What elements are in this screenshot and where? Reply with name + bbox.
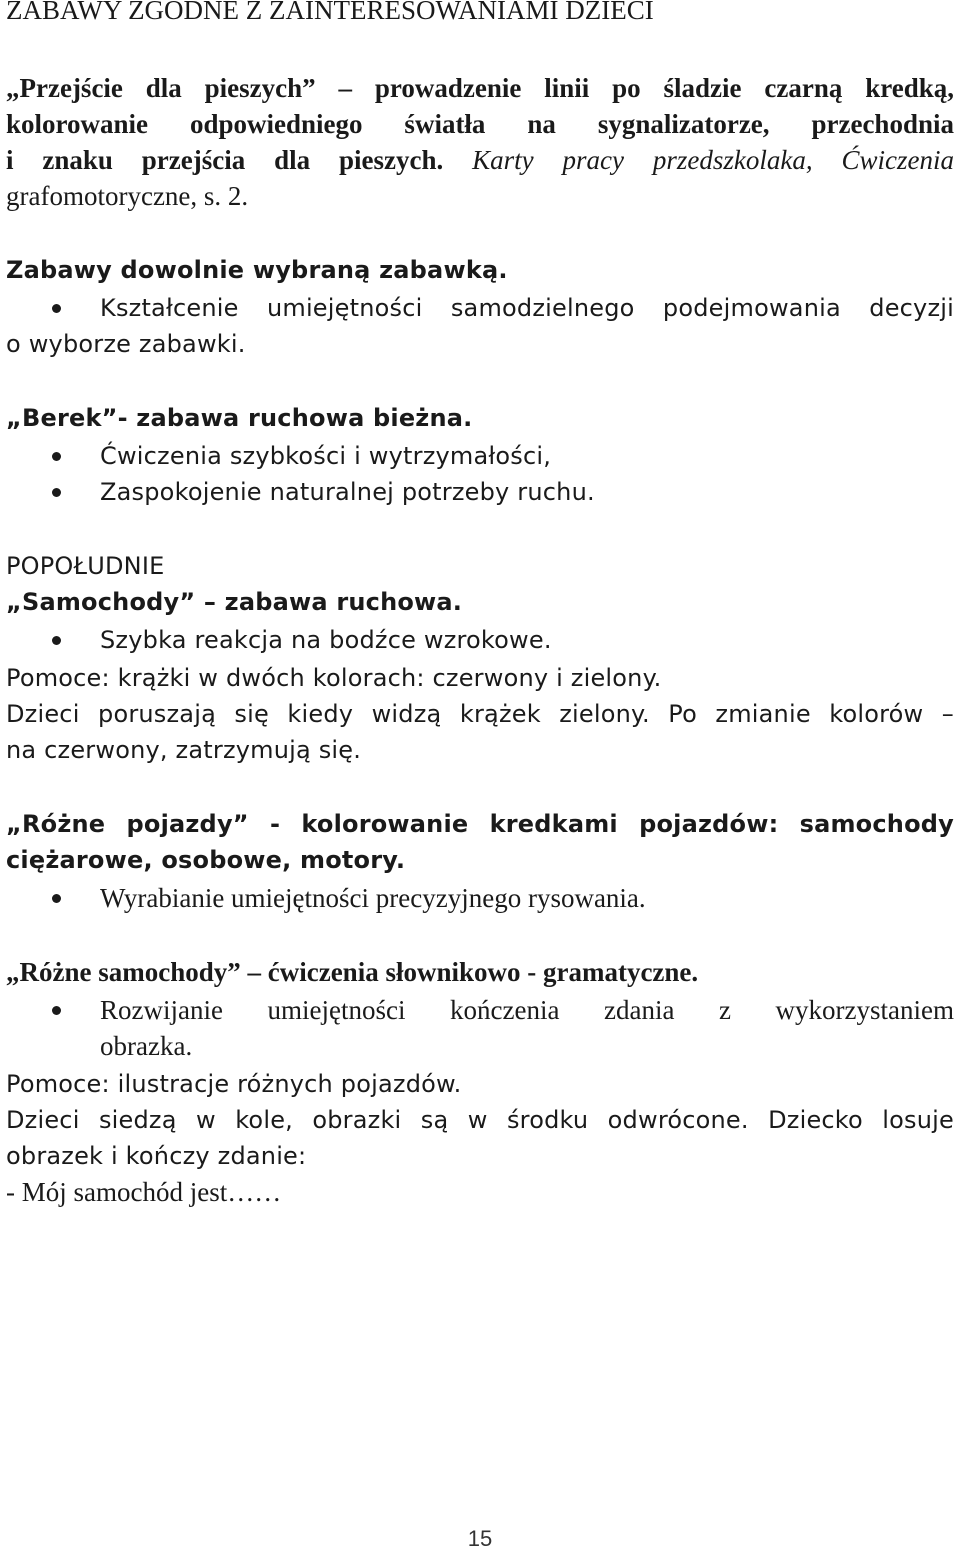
various-cars-aids: Pomoce: ilustracje różnych pojazdów. — [6, 1070, 462, 1098]
activity-crossing-line-2: kolorowanie odpowiedniego światła na sygnalizatorze, przechodnia — [6, 109, 954, 139]
activity-crossing-line-4: grafomotoryczne, s. 2. — [6, 181, 249, 211]
tag-goal-1: Ćwiczenia szybkości i wytrzymałości, — [100, 442, 552, 470]
activity-various-cars-title: „Różne samochody” – ćwiczenia słownikowo - gramatyczne. — [6, 957, 699, 987]
activity-crossing-line-3 — [6, 144, 954, 177]
activity-crossing-line-1: „Przejście dla pieszych” – prowadzenie linii po śladzie czarną kredką, — [6, 73, 954, 103]
free-play-goal-line-1: Kształcenie umiejętności samodzielnego podejmowania decyzji — [100, 294, 954, 322]
cars-description-line-1: Dzieci poruszają się kiedy widzą krążek zielony. Po zmianie kolorów – — [6, 700, 954, 728]
activity-crossing-line-3-bold: i znaku przejścia dla pieszych. — [6, 145, 444, 175]
tag-goal-2: Zaspokojenie naturalnej potrzeby ruchu. — [100, 478, 595, 506]
activity-vehicles-line-2: ciężarowe, osobowe, motory. — [6, 846, 406, 874]
activity-vehicles-line-1: „Różne pojazdy” - kolorowanie kredkami pojazdów: samochody — [6, 810, 954, 838]
activity-tag-title: „Berek”- zabawa ruchowa bieżna. — [6, 404, 473, 432]
cars-aids: Pomoce: krążki w dwóch kolorach: czerwony i zielony. — [6, 664, 662, 692]
activity-crossing-source: Karty pracy przedszkolaka, Ćwiczenia — [443, 145, 954, 175]
cars-description-line-2: na czerwony, zatrzymują się. — [6, 736, 362, 764]
section-afternoon: POPOŁUDNIE — [6, 552, 165, 580]
various-cars-goal-line-2: obrazka. — [100, 1031, 193, 1061]
various-cars-sentence-prompt: - Mój samochód jest…… — [6, 1177, 282, 1207]
various-cars-description-line-1: Dzieci siedzą w kole, obrazki są w środku odwrócone. Dziecko losuje — [6, 1106, 954, 1134]
cars-goal-1: Szybka reakcja na bodźce wzrokowe. — [100, 626, 552, 654]
bullet-icon — [52, 452, 61, 461]
bullet-icon — [52, 1006, 61, 1015]
various-cars-description-line-2: obrazek i kończy zdanie: — [6, 1142, 307, 1170]
page-heading: ZABAWY ZGODNE Z ZAINTERESOWANIAMI DZIECI — [6, 0, 654, 25]
bullet-icon — [52, 894, 61, 903]
activity-free-play-title: Zabawy dowolnie wybraną zabawką. — [6, 256, 508, 284]
bullet-icon — [52, 304, 61, 313]
activity-cars-title: „Samochody” – zabawa ruchowa. — [6, 588, 463, 616]
bullet-icon — [52, 488, 61, 497]
bullet-icon — [52, 636, 61, 645]
various-cars-goal-line-1: Rozwijanie umiejętności kończenia zdania z wykorzystaniem — [100, 995, 954, 1025]
vehicles-goal-1: Wyrabianie umiejętności precyzyjnego rysowania. — [100, 883, 646, 913]
page-number: 15 — [467, 1526, 493, 1551]
free-play-goal-line-2: o wyborze zabawki. — [6, 330, 246, 358]
